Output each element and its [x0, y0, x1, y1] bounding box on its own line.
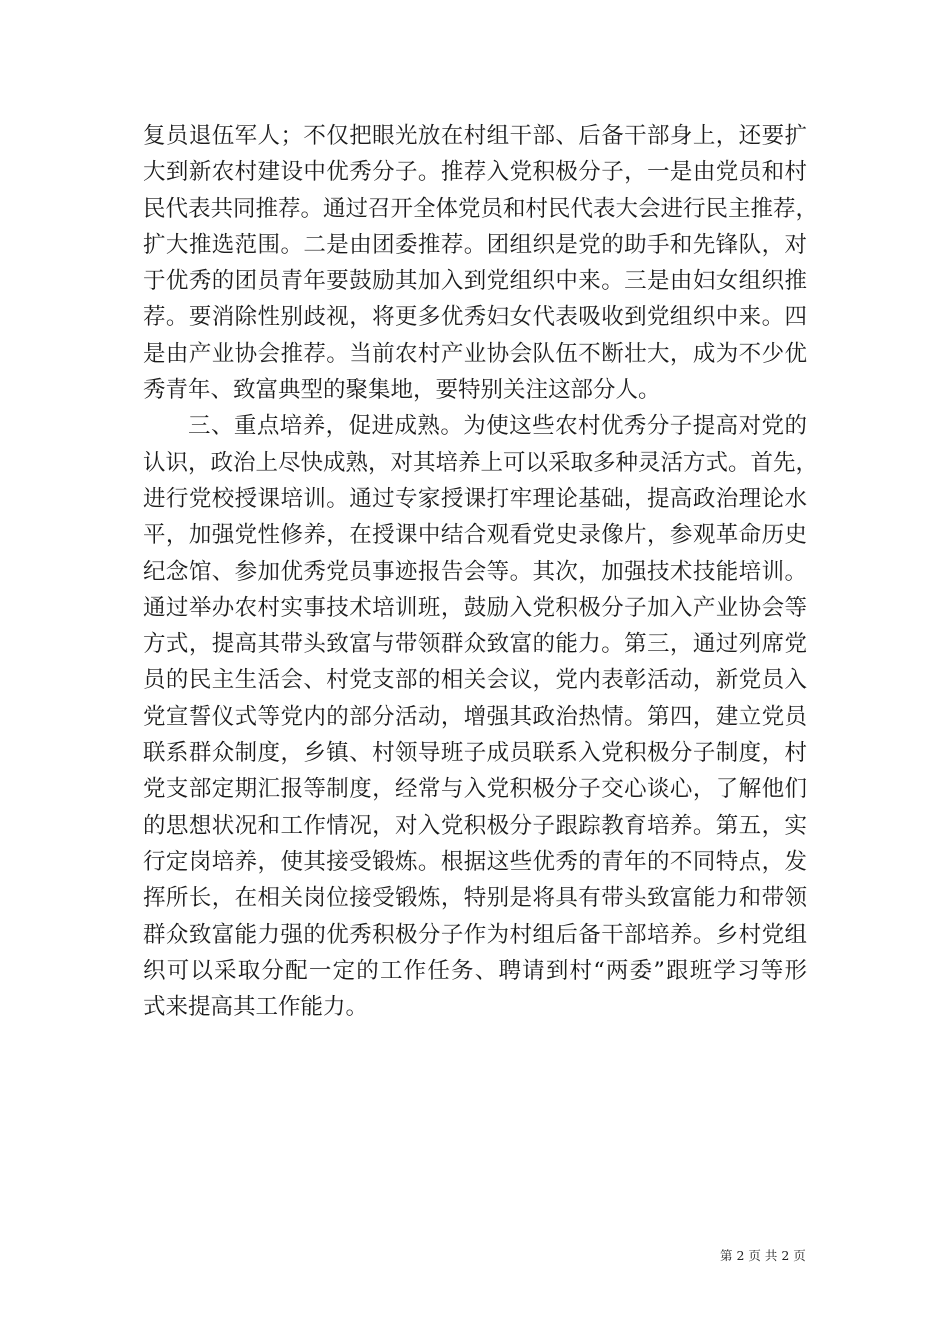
text-line: 复员退伍军人；不仅把眼光放在村组干部、后备干部身上，还要扩 [143, 123, 807, 149]
document-body [143, 118, 819, 1025]
text-line: 挥所长，在相关岗位接受锻炼，特别是将具有带头致富能力和带领 [143, 885, 807, 912]
text-line: 式来提高其工作能力。 [143, 994, 369, 1021]
text-line: 方式，提高其带头致富与带领群众致富的能力。第三，通过列席党 [143, 631, 807, 658]
text-line: 扩大推选范围。二是由团委推荐。团组织是党的助手和先锋队，对 [143, 231, 807, 258]
text-line: 的思想状况和工作情况，对入党积极分子跟踪教育培养。第五，实 [143, 812, 807, 839]
paragraph-section-three [143, 408, 819, 1025]
text-line: 三、重点培养，促进成熟。为使这些农村优秀分子提高对党的 [188, 413, 807, 440]
text-line: 群众致富能力强的优秀积极分子作为村组后备干部培养。乡村党组 [143, 921, 807, 948]
text-line: 员的民主生活会、村党支部的相关会议，党内表彰活动，新党员入 [143, 667, 807, 694]
text-line: 是由产业协会推荐。当前农村产业协会队伍不断壮大，成为不少优 [143, 340, 807, 367]
text-line: 党宣誓仪式等党内的部分活动，增强其政治热情。第四，建立党员 [143, 703, 807, 730]
text-line: 行定岗培养，使其接受锻炼。根据这些优秀的青年的不同特点，发 [143, 848, 807, 875]
text-line: 民代表共同推荐。通过召开全体党员和村民代表大会进行民主推荐， [143, 195, 819, 222]
text-line: 织可以采取分配一定的工作任务、聘请到村“两委”跟班学习等形 [143, 957, 807, 984]
text-line: 于优秀的团员青年要鼓励其加入到党组织中来。三是由妇女组织推 [143, 268, 807, 295]
text-line: 平，加强党性修养，在授课中结合观看党史录像片，参观革命历史 [143, 522, 807, 549]
text-line: 荐。要消除性别歧视，将更多优秀妇女代表吸收到党组织中来。四 [143, 304, 807, 331]
text-line: 认识，政治上尽快成熟，对其培养上可以采取多种灵活方式。首先， [143, 449, 819, 476]
text-line: 秀青年、致富典型的聚集地，要特别关注这部分人。 [143, 377, 661, 404]
text-line: 党支部定期汇报等制度，经常与入党积极分子交心谈心，了解他们 [143, 776, 807, 803]
text-line: 通过举办农村实事技术培训班，鼓励入党积极分子加入产业协会等 [143, 594, 807, 621]
text-line: 进行党校授课培训。通过专家授课打牢理论基础，提高政治理论水 [143, 485, 807, 512]
paragraph-continuation [143, 118, 819, 408]
text-line: 纪念馆、参加优秀党员事迹报告会等。其次，加强技术技能培训。 [143, 558, 807, 585]
text-line: 联系群众制度，乡镇、村领导班子成员联系入党积极分子制度，村 [143, 740, 807, 767]
text-line: 大到新农村建设中优秀分子。推荐入党积极分子，一是由党员和村 [143, 159, 807, 186]
page-number-footer: 第 2 页 共 2 页 [720, 1248, 806, 1263]
